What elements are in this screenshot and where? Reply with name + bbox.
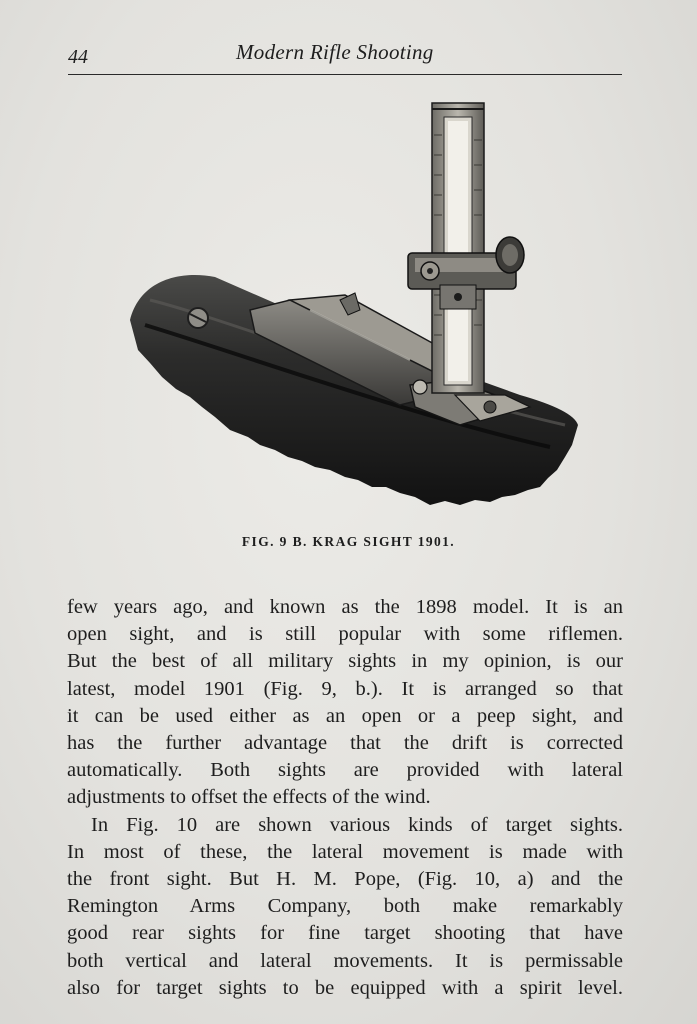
text-line: few years ago, and known as the 1898 model. It is an xyxy=(67,596,623,618)
text-line: Remington Arms Company, both make remarkably xyxy=(67,895,623,918)
paragraph-2 xyxy=(67,812,623,1002)
text-line: the front sight. But H. M. Pope, (Fig. 10, a) and the xyxy=(67,868,623,891)
figure-caption: FIG. 9 B. KRAG SIGHT 1901. xyxy=(241,534,456,549)
body-text xyxy=(67,594,623,1002)
text-line: good rear sights for fine target shooting that have xyxy=(67,922,623,945)
text-line: open sight, and is still popular with some riflemen. xyxy=(67,623,623,646)
text-line: also for target sights to be equipped with a spirit level. xyxy=(67,976,623,999)
text-line: adjustments to offset the effects of the wind. xyxy=(67,786,431,809)
sight-leaf xyxy=(432,103,484,393)
krag-sight-illustration xyxy=(110,95,590,515)
text-line: latest, model 1901 (Fig. 9, b.). It is arranged so that xyxy=(67,677,623,700)
text-line: In Fig. 10 are shown various kinds of target sights. xyxy=(91,813,623,836)
page-number: 44 xyxy=(68,46,88,68)
text-line: But the best of all military sights in my opinion, is our xyxy=(67,650,623,673)
text-line: it can be used either as an open or a peep sight, and xyxy=(67,704,623,727)
text-line: has the further advantage that the drift is corrected xyxy=(67,732,623,755)
text-line: automatically. Both sights are provided with lateral xyxy=(67,759,623,782)
paragraph-1 xyxy=(67,594,623,812)
running-title: Modern Rifle Shooting xyxy=(236,40,434,64)
page-header xyxy=(68,38,622,75)
text-line: both vertical and lateral movements. It is permissable xyxy=(67,949,623,972)
text-line: In most of these, the lateral movement is made with xyxy=(67,840,623,863)
